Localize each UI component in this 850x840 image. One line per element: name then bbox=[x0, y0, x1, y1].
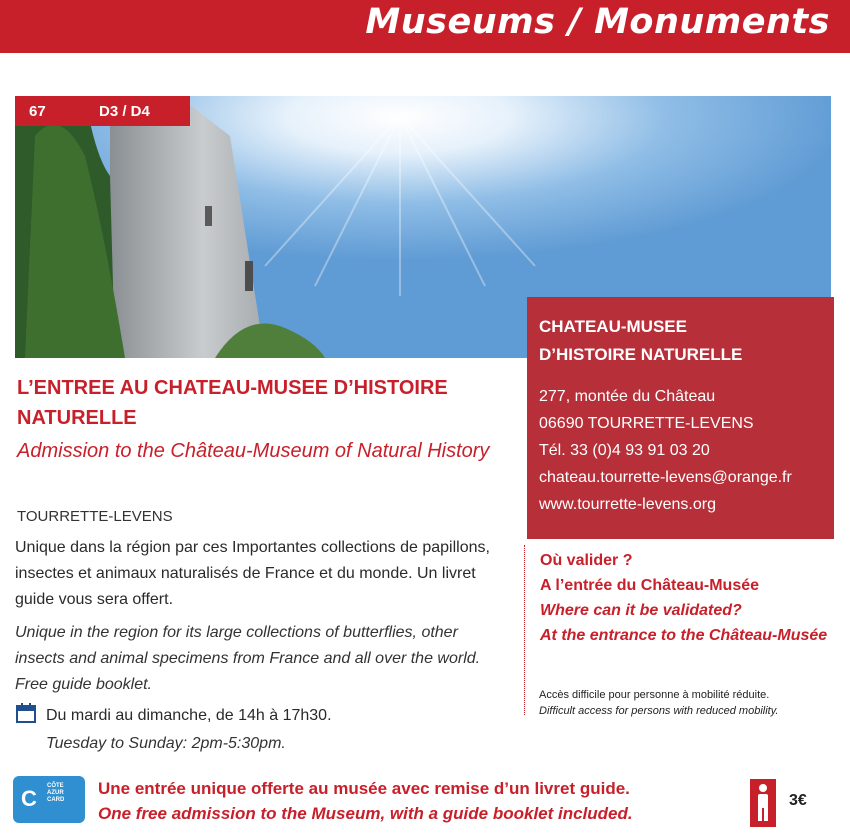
calendar-icon bbox=[16, 703, 36, 723]
validation-answer-fr: A l’entrée du Château-Musée bbox=[540, 577, 760, 594]
town-name: TOURRETTE-LEVENS bbox=[17, 508, 173, 525]
validation-answer-en: At the entrance to the Château-Musée bbox=[540, 627, 828, 644]
opening-hours-fr: Du mardi au dimanche, de 14h à 17h30. bbox=[46, 707, 332, 724]
accessibility-note-fr: Accès difficile pour personne à mobilité réduite. bbox=[539, 689, 770, 701]
description-fr: Unique dans la région par ces Importantes collections de papillons, insectes et animaux naturalisés de France et du monde. Un livret guide vous sera offert. bbox=[15, 539, 490, 608]
accessibility-note bbox=[539, 687, 834, 719]
website-url: www.tourrette-levens.org bbox=[539, 496, 716, 513]
validation-info bbox=[540, 548, 830, 648]
address-line-2: 06690 TOURRETTE-LEVENS bbox=[539, 415, 754, 432]
offer-summary-fr: Une entrée unique offerte au musée avec remise d’un livret guide. bbox=[98, 779, 630, 798]
description-en: Unique in the region for its large collections of butterflies, other insects and animal specimens from France and all over the world. Free guide booklet. bbox=[15, 624, 481, 693]
offer-summary bbox=[98, 776, 718, 826]
accessibility-note-en: Difficult access for persons with reduced mobility. bbox=[539, 705, 779, 717]
offer-title-fr: L’ENTREE AU CHATEAU-MUSEE D’HISTOIRE NATURELLE bbox=[17, 377, 448, 429]
card-letter: C bbox=[21, 786, 37, 811]
column-divider bbox=[524, 545, 526, 715]
validation-question-en: Where can it be validated? bbox=[540, 602, 742, 619]
section-title: Museums / Monuments bbox=[365, 2, 830, 42]
entry-number: 67 bbox=[29, 102, 46, 120]
venue-name: CHATEAU-MUSEE D’HISTOIRE NATURELLE bbox=[539, 317, 743, 364]
contact-box bbox=[527, 297, 834, 539]
email-address: chateau.tourrette-levens@orange.fr bbox=[539, 469, 792, 486]
phone-number: Tél. 33 (0)4 93 91 03 20 bbox=[539, 442, 710, 459]
price-value: 3€ bbox=[789, 792, 807, 809]
validation-question-fr: Où valider ? bbox=[540, 552, 633, 569]
card-text: CÔTE AZUR CARD bbox=[47, 783, 65, 803]
offer-summary-en: One free admission to the Museum, with a guide booklet included. bbox=[98, 804, 633, 823]
address-line-1: 277, montée du Château bbox=[539, 388, 716, 405]
cote-azur-card-logo bbox=[13, 776, 85, 823]
adult-person-icon bbox=[750, 779, 776, 827]
map-grid-reference: D3 / D4 bbox=[99, 102, 150, 120]
offer-title-en: Admission to the Château-Museum of Natural History bbox=[17, 440, 490, 462]
map-reference-badge bbox=[15, 96, 190, 126]
opening-hours-en: Tuesday to Sunday: 2pm-5:30pm. bbox=[46, 735, 286, 752]
